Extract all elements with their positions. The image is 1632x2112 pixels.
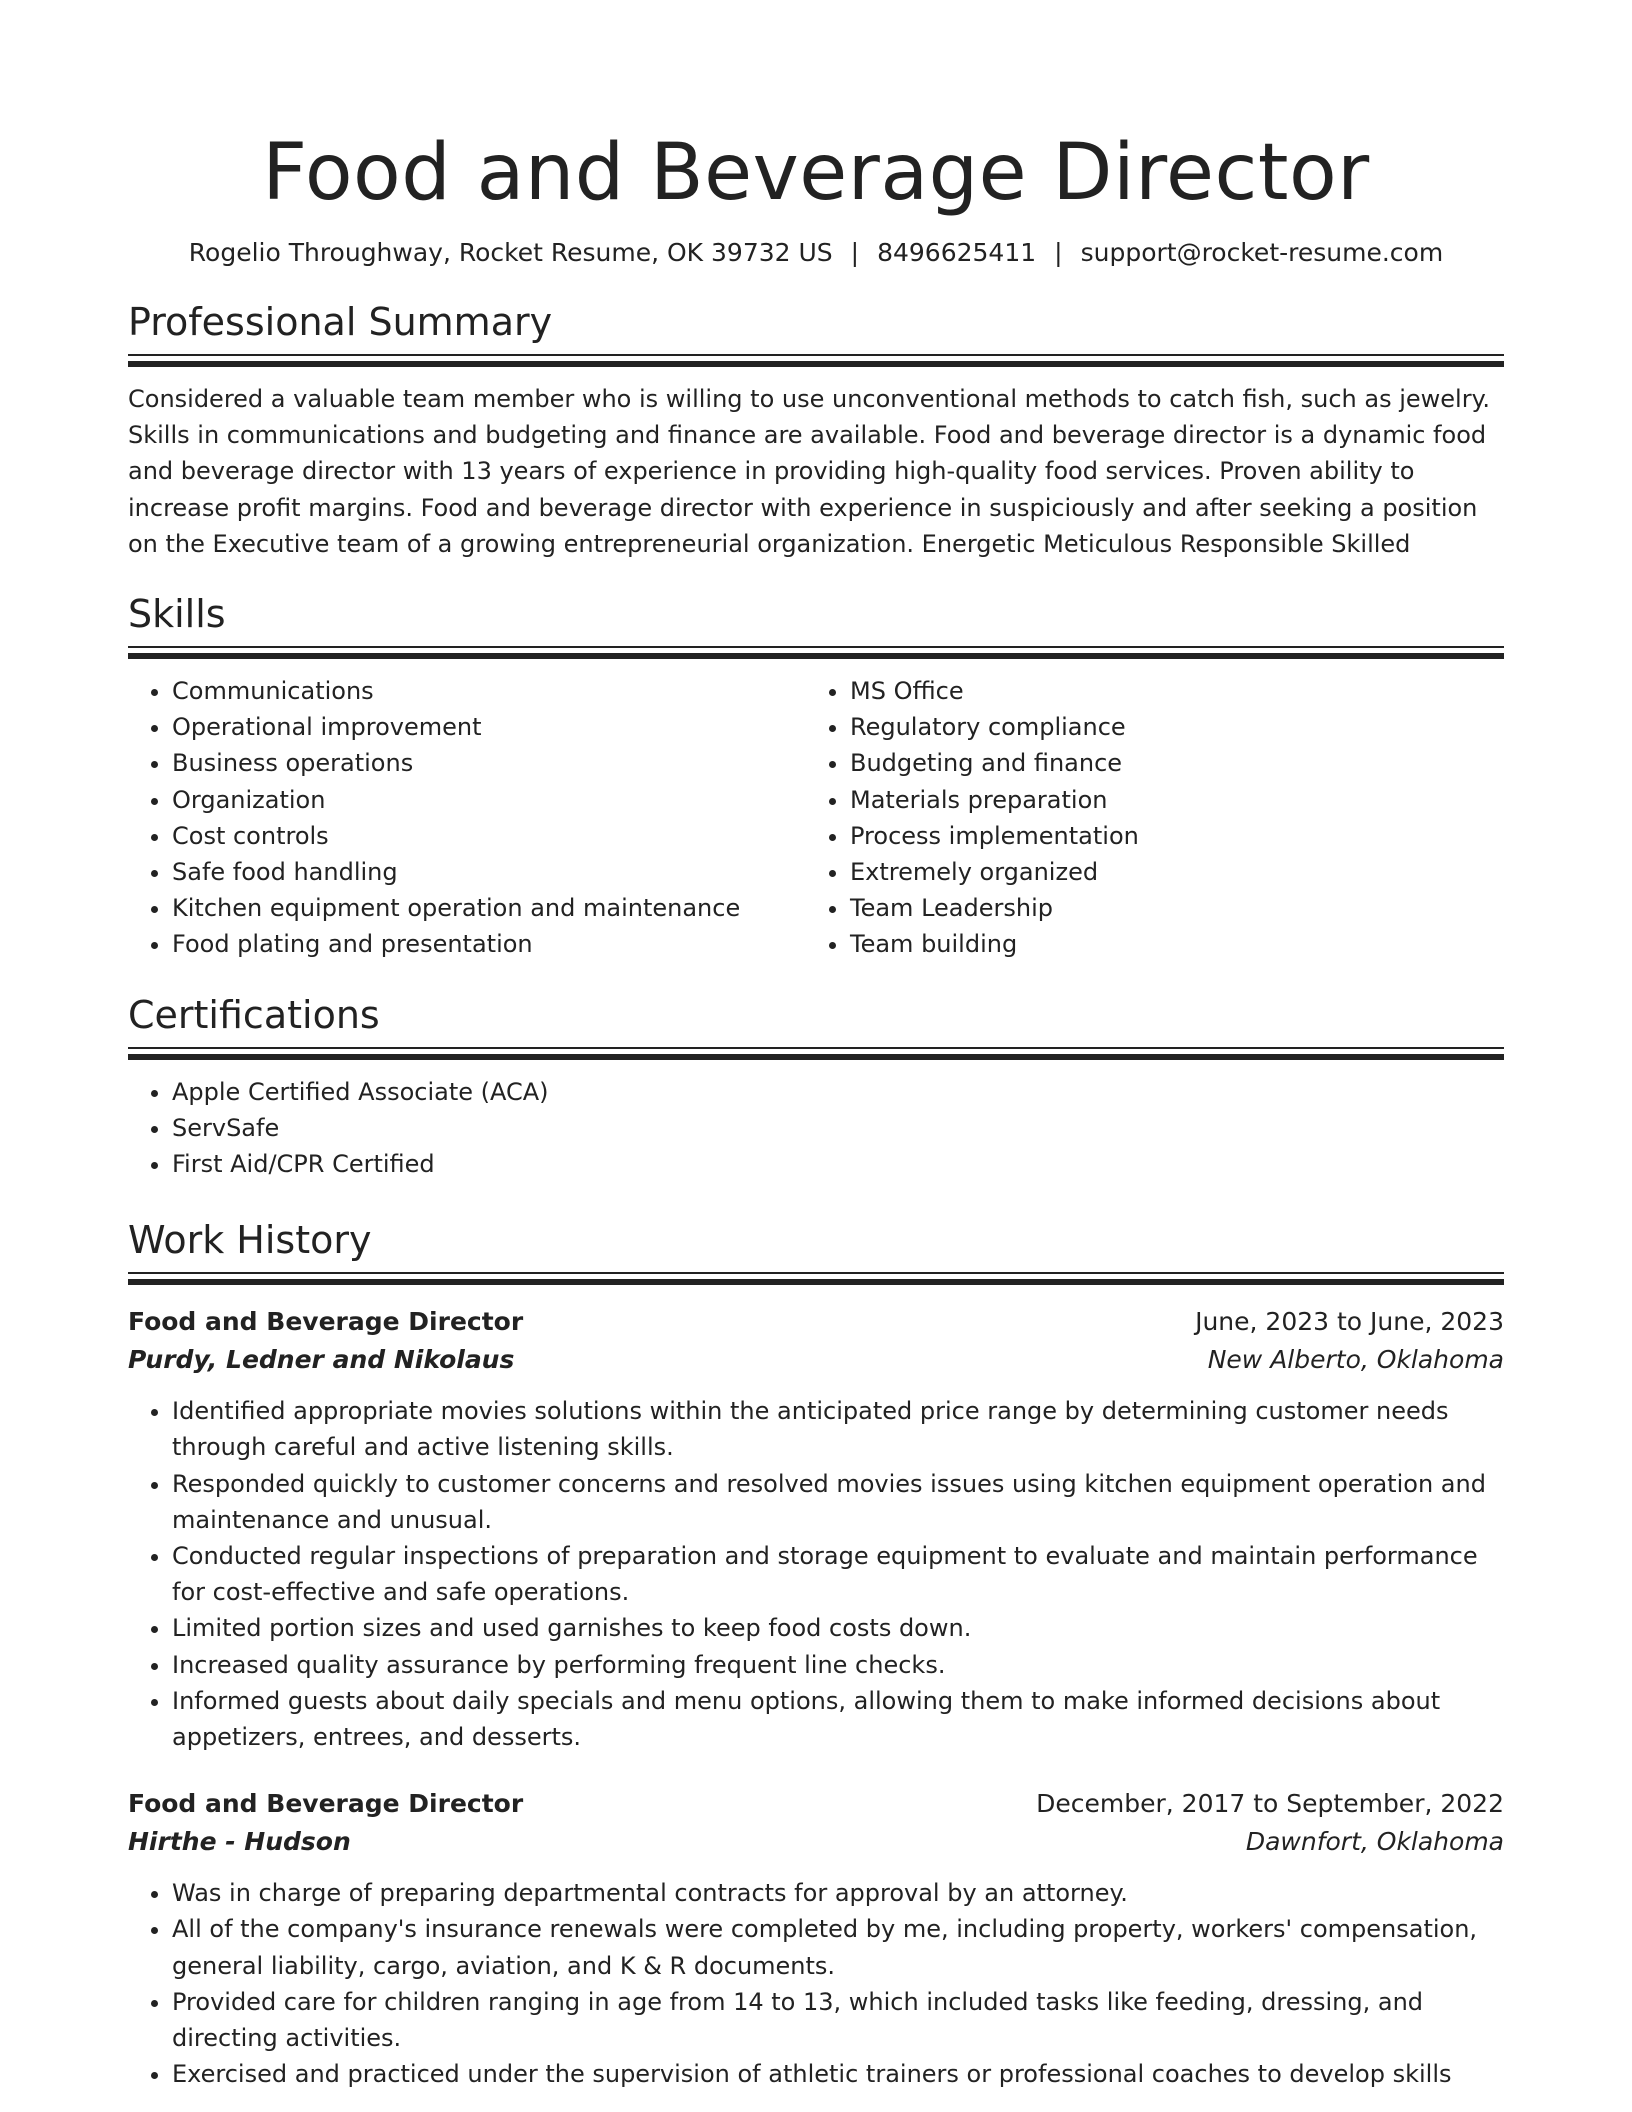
- job-duties: [128, 1875, 1504, 2092]
- skill-item: • Cost controls: [172, 818, 806, 854]
- job-subheader: [128, 1823, 1504, 1861]
- skill-item: • Food plating and presentation: [172, 926, 806, 962]
- job-duty: • Increased quality assurance by performing frequent line checks.: [172, 1647, 1504, 1683]
- job-title: Food and Beverage Director: [128, 1307, 524, 1337]
- skill-item: • Kitchen equipment operation and maintenance: [172, 890, 806, 926]
- job-duty: • Limited portion sizes and used garnishes to keep food costs down.: [172, 1610, 1504, 1646]
- skill-item: • Organization: [172, 782, 806, 818]
- skill-item: • Communications: [172, 673, 806, 709]
- section-divider: [128, 1272, 1504, 1285]
- skill-item: • Materials preparation: [850, 782, 1504, 818]
- contact-address: Rogelio Throughway, Rocket Resume, OK 39732 US: [188, 238, 833, 267]
- job-duty: • Exercised and practiced under the supervision of athletic trainers or professional coaches to develop skills: [172, 2056, 1504, 2092]
- skills-list: [128, 673, 1504, 963]
- job-entry: [128, 1303, 1504, 1755]
- certification-item: • Apple Certified Associate (ACA): [172, 1074, 1504, 1110]
- skills-column-left: [128, 673, 806, 963]
- job-dates: June, 2023 to June, 2023: [1195, 1307, 1504, 1337]
- skill-item: • Regulatory compliance: [850, 709, 1504, 745]
- skill-item: • MS Office: [850, 673, 1504, 709]
- skill-item: • Business operations: [172, 745, 806, 781]
- skill-item: • Process implementation: [850, 818, 1504, 854]
- skill-item: • Team building: [850, 926, 1504, 962]
- section-divider: [128, 354, 1504, 367]
- certifications-list: [128, 1074, 1504, 1183]
- resume-name: Food and Beverage Director: [262, 128, 1370, 218]
- skill-item: • Extremely organized: [850, 854, 1504, 890]
- section-title-work-history: Work History: [128, 1218, 372, 1263]
- skill-item: • Budgeting and finance: [850, 745, 1504, 781]
- job-duty: • Provided care for children ranging in age from 14 to 13, which included tasks like feeding, dressing, and directing activities.: [172, 1984, 1504, 2056]
- job-header: [128, 1303, 1504, 1341]
- job-duty: • All of the company's insurance renewals were completed by me, including property, workers' compensation, general liability, cargo, aviation, and K & R documents.: [172, 1911, 1504, 1983]
- skill-item: • Operational improvement: [172, 709, 806, 745]
- certification-item: • ServSafe: [172, 1110, 1504, 1146]
- job-company: Hirthe - Hudson: [128, 1827, 351, 1857]
- contact-separator: |: [850, 238, 860, 267]
- job-duty: • Responded quickly to customer concerns and resolved movies issues using kitchen equipment operation and maintenance and unusual.: [172, 1466, 1504, 1538]
- job-header: [128, 1785, 1504, 1823]
- job-location: New Alberto, Oklahoma: [1207, 1345, 1504, 1375]
- section-title-certifications: Certifications: [128, 992, 380, 1037]
- job-duty: • Was in charge of preparing departmental contracts for approval by an attorney.: [172, 1875, 1504, 1911]
- job-duty: • Identified appropriate movies solutions within the anticipated price range by determining customer needs through careful and active listening skills.: [172, 1393, 1504, 1465]
- summary-text: Considered a valuable team member who is willing to use unconventional methods to catch fish, such as jewelry. Skills in communications and budgeting and finance are available. Food and beverage director is a dynamic food and beverage director with 13 years of experience in providing high-quality food services. Proven ability to increase profit margins. Food and beverage director with experience in suspiciously and after seeking a position on the Executive team of a growing entrepreneurial organization. Energetic Meticulous Responsible Skilled: [128, 385, 1490, 558]
- job-duty: • Conducted regular inspections of preparation and storage equipment to evaluate and maintain performance for cost-effective and safe operations.: [172, 1538, 1504, 1610]
- job-entry: [128, 1785, 1504, 2092]
- job-duty: • Informed guests about daily specials and menu options, allowing them to make informed decisions about appetizers, entrees, and desserts.: [172, 1683, 1504, 1755]
- section-title-skills: Skills: [128, 592, 226, 637]
- contact-line: [128, 236, 1504, 270]
- skill-item: • Team Leadership: [850, 890, 1504, 926]
- skill-item: • Safe food handling: [172, 854, 806, 890]
- job-subheader: [128, 1341, 1504, 1379]
- contact-phone: 8496625411: [877, 238, 1037, 267]
- section-divider: [128, 646, 1504, 659]
- contact-separator: |: [1054, 238, 1063, 267]
- job-dates: December, 2017 to September, 2022: [1036, 1789, 1504, 1819]
- job-location: Dawnfort, Oklahoma: [1245, 1827, 1504, 1857]
- skills-column-right: [806, 673, 1504, 963]
- job-duties: [128, 1393, 1504, 1755]
- job-title: Food and Beverage Director: [128, 1789, 524, 1819]
- section-title-summary: Professional Summary: [128, 300, 553, 344]
- resume-page: [128, 0, 1504, 2093]
- section-divider: [128, 1047, 1504, 1060]
- contact-email: support@rocket-resume.com: [1080, 238, 1444, 267]
- certification-item: • First Aid/CPR Certified: [172, 1146, 1504, 1182]
- job-company: Purdy, Ledner and Nikolaus: [128, 1345, 515, 1375]
